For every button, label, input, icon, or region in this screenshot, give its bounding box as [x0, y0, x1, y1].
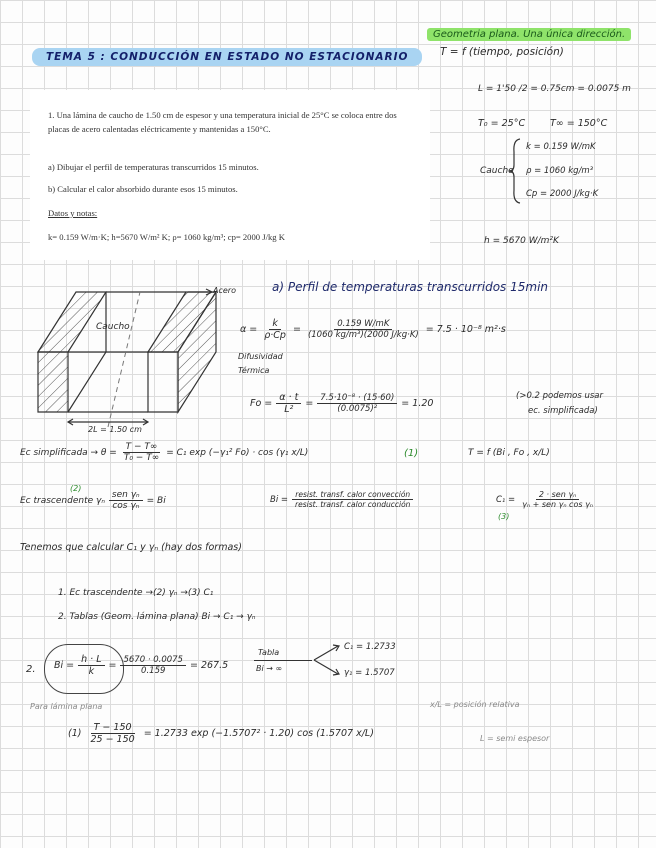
c1-definition: C₁ = $\frac{\text{2 · sen γₙ}}{\text{γₙ + sen γₙ cos γₙ}}$	[496, 490, 593, 509]
alpha-equation: α = $\frac{k}{\rho\cdot Cp}$ = $\frac{0.159 W/mK}{\text{(1060 kg/m³)(2000 J/kg·K)}}$ = 7.5 · 10⁻⁸ m²·s	[240, 318, 506, 341]
caucho-label: Caucho	[480, 166, 514, 176]
problem-text: 1. Una lámina de caucho de 1.50 cm de espesor y una temperatura inicial de 25°C se coloca entre dos placas de acero calentadas eléctricamente y mantenidas a 150°C.	[48, 110, 397, 134]
lamina-note: Para lámina plana	[30, 702, 103, 711]
brace-icon	[508, 138, 522, 204]
final-equation: (1) $\frac{T - 150}{25 - 150}$ = 1.2733 exp (−1.5707² · 1.20) cos (1.5707 x/L)	[68, 722, 374, 745]
difusividad-label: Difusividad	[238, 352, 283, 361]
method-2: 2. Tablas (Geom. lámina plana) Bi → C₁ → γₙ	[58, 612, 256, 622]
biot-definition: Bi = $\frac{\text{resist. transf. calor convección}}{\text{resist. transf. calor conducción}}$	[270, 490, 413, 509]
section-a-title: a) Perfil de temperaturas transcurridos 15min	[272, 280, 549, 294]
gamma1-value: γ₁ = 1.5707	[344, 668, 395, 678]
biot-calculation: Bi = $\frac{h \cdot L}{k}$ = $\frac{5670 \cdot 0.0075}{0.159}$ = 267.5	[54, 654, 229, 677]
equation-tag-1: (1)	[404, 448, 419, 459]
problem-part-b: b) Calcular el calor absorbido durante esos 15 minutos.	[48, 184, 238, 194]
page-title: TEMA 5 : CONDUCCIÓN EN ESTADO NO ESTACIONARIO	[32, 45, 422, 64]
geometry-note: Geometria plana. Una única dirección.	[427, 22, 631, 41]
thickness-dimension: 2L = 1.50 cm	[88, 425, 142, 434]
c1-value: C₁ = 1.2733	[344, 642, 396, 652]
relative-position-note: x/L = posición relativa	[430, 700, 520, 709]
fourier-equation: Fo = $\frac{\alpha \cdot t}{\text{L²}}$ = $\frac{\text{7.5·10⁻⁸ · (15·60)}}{\text{(0.0075)²}}$ = 1.20	[250, 392, 434, 415]
calc-intro: Tenemos que calcular C₁ y γₙ (hay dos formas)	[20, 542, 242, 553]
ambient-temp: T∞ = 150°C	[550, 118, 608, 129]
problem-part-a: a) Dibujar el perfil de temperaturas transcurridos 15 minutos.	[48, 162, 259, 172]
problem-statement-box	[30, 90, 430, 260]
equation-tag-3: (3)	[498, 512, 510, 521]
step-2-label: 2.	[26, 664, 36, 675]
equation-tag-2: (2)	[70, 484, 82, 493]
h-value: h = 5670 W/m²K	[484, 236, 559, 246]
slab-diagram	[28, 282, 246, 437]
temperature-function-2: T = f (Bi , Fo , x/L)	[468, 448, 550, 458]
k-value: k = 0.159 W/mK	[526, 142, 596, 152]
half-thickness: L = 1'50 /2 = 0.75cm = 0.0075 m	[478, 84, 631, 94]
fourier-note-2: ec. simplificada)	[528, 406, 598, 416]
caucho-drawing-label: Caucho	[96, 322, 130, 332]
transcendental-equation: Ec trascendente γₙ $\frac{\text{sen γₙ}}{\text{cos γₙ}}$ = Bi	[20, 490, 166, 511]
method-1: 1. Ec trascendente →(2) γₙ →(3) C₁	[58, 588, 214, 598]
notes-title: Datos y notas:	[48, 208, 98, 218]
problem-data: k= 0.159 W/m·K; h=5670 W/m² K; ρ= 1060 kg/m³; cp= 2000 J/kg K	[48, 232, 285, 242]
tabla-arrow-line	[254, 660, 312, 661]
tabla-label: Tabla	[258, 648, 280, 657]
termica-label: Térmica	[238, 366, 270, 375]
initial-temp: T₀ = 25°C	[478, 118, 526, 129]
simplified-equation: Ec simplificada → θ = $\frac{T - T\infty}{\text{T₀ − T∞}}$ = C₁ exp (−γ₁² Fo) · cos (γ₁ x/L)	[20, 442, 309, 463]
temperature-function: T = f (tiempo, posición)	[440, 46, 564, 58]
acero-label: Acero	[213, 286, 236, 295]
bi-infinity: Bi → ∞	[256, 664, 283, 673]
rho-value: ρ = 1060 kg/m³	[526, 166, 594, 176]
fourier-note-1: (>0.2 podemos usar	[516, 391, 604, 401]
half-thickness-note: L = semi espesor	[480, 734, 550, 743]
cp-value: Cp = 2000 J/kg·K	[526, 189, 599, 199]
branch-arrows-icon	[312, 642, 342, 678]
